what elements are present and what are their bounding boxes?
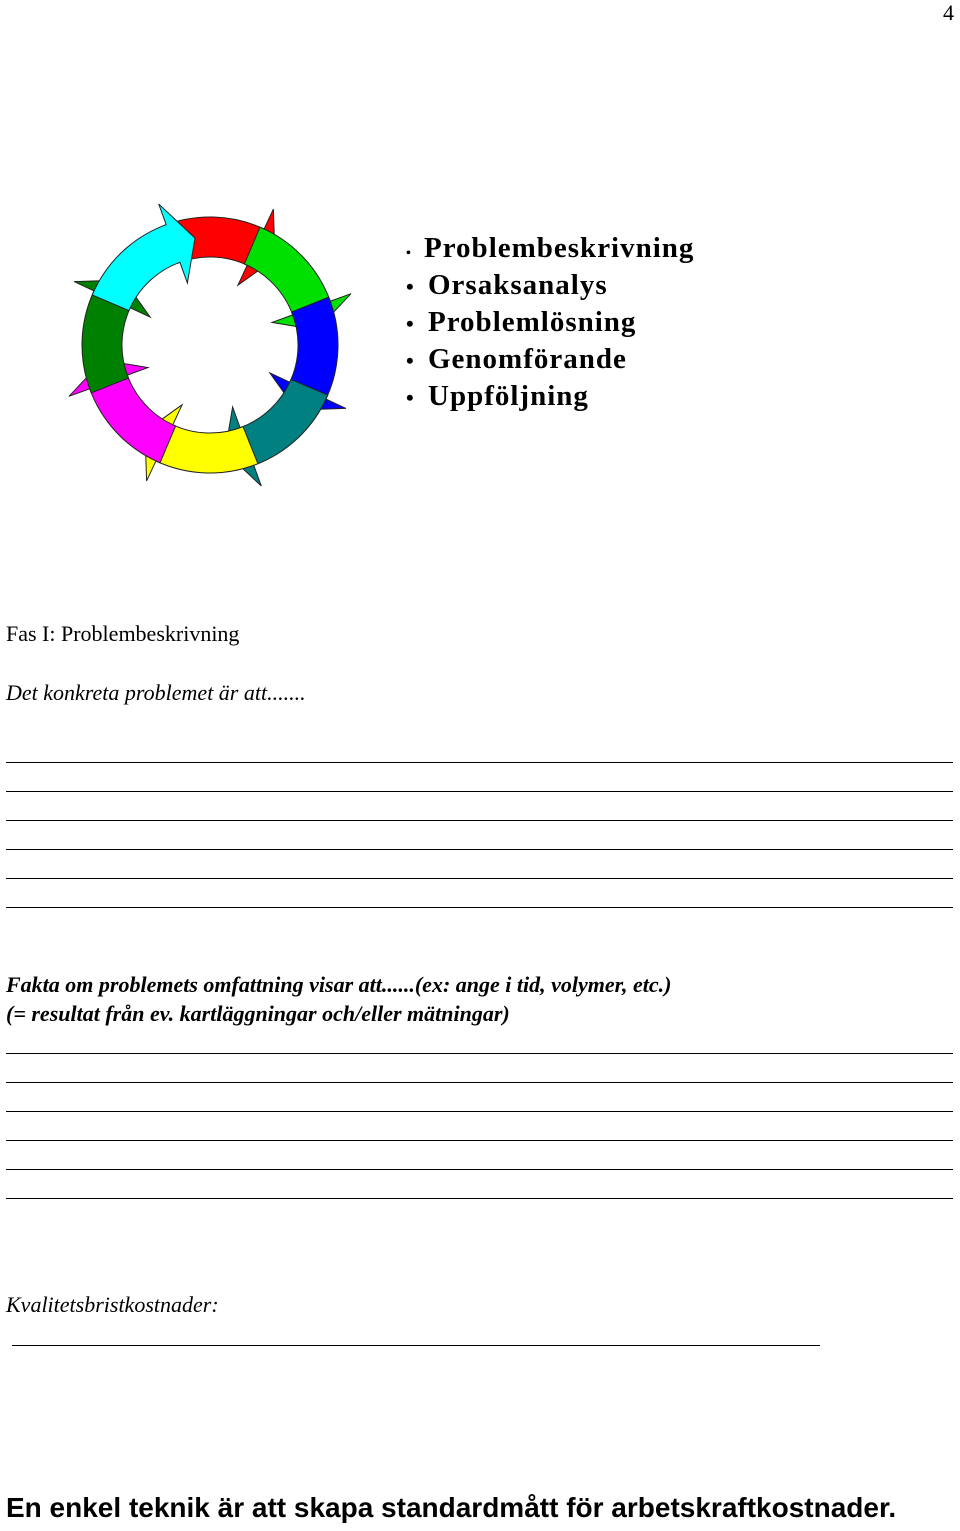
answer-line (12, 1345, 820, 1346)
quality-cost-label: Kvalitetsbristkostnader: (6, 1292, 219, 1317)
answer-line (6, 762, 953, 763)
bullet-icon: • (406, 274, 415, 299)
phase-item: • Uppföljning (406, 378, 694, 415)
bullet-icon: • (406, 311, 415, 336)
phase-item: • Genomförande (406, 341, 694, 378)
answer-line (6, 1140, 953, 1141)
problem-prompt: Det konkreta problemet är att....... (6, 680, 306, 705)
bullet-icon: • (406, 348, 415, 373)
cycle-arrow-8 (92, 204, 195, 311)
phase-item: • Problemlösning (406, 304, 694, 341)
answer-line (6, 791, 953, 792)
answer-line (6, 820, 953, 821)
answer-line (6, 878, 953, 879)
answer-line (6, 1111, 953, 1112)
phase-item: • Problembeskrivning (406, 230, 694, 267)
phase-item: • Orsaksanalys (406, 267, 694, 304)
facts-prompt: Fakta om problemets omfattning visar att......(ex: ange i tid, volymer, etc.) (6, 972, 672, 997)
answer-line (6, 1053, 953, 1054)
phase-list (406, 230, 694, 415)
cycle-arrows-diagram (40, 175, 400, 515)
facts-prompt-note: (= resultat från ev. kartläggningar och/eller mätningar) (6, 1001, 510, 1026)
footer-statement: En enkel teknik är att skapa standardmått för arbetskraftkostnader. (6, 1492, 897, 1523)
bullet-icon: • (406, 246, 412, 261)
answer-line (6, 1198, 953, 1199)
page-number: 4 (943, 0, 954, 25)
section-title: Fas I: Problembeskrivning (6, 621, 240, 646)
answer-line (6, 1169, 953, 1170)
answer-line (6, 1082, 953, 1083)
answer-line (6, 849, 953, 850)
answer-line (6, 907, 953, 908)
bullet-icon: • (406, 385, 415, 410)
